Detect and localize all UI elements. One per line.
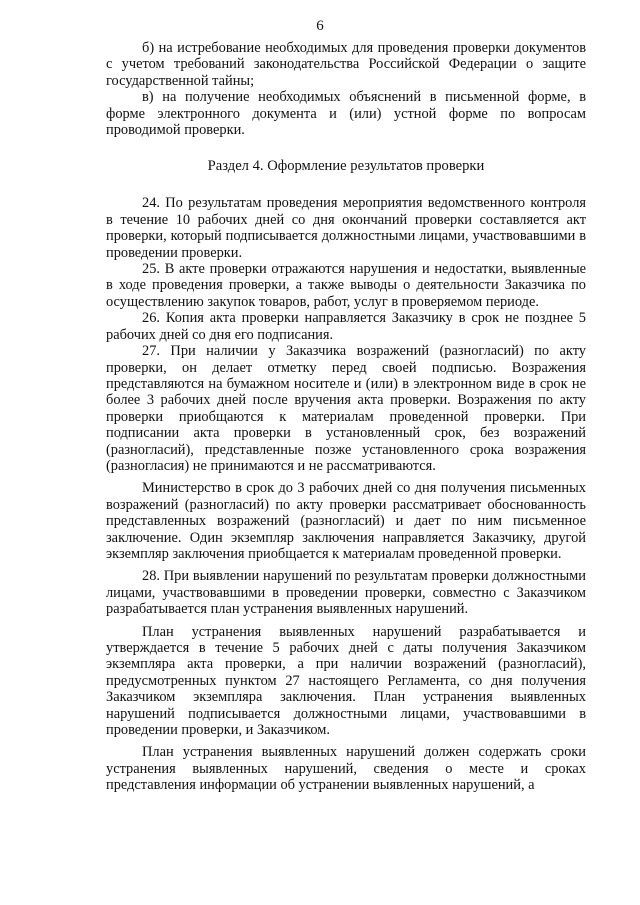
paragraph-plan-contents: План устранения выявленных нарушений должен содержать сроки устранения выявленных нарушений, сведения о месте и сроках представления информации об устранении выявленных нарушений, а bbox=[106, 744, 586, 794]
paragraph-28: 28. При выявлении нарушений по результатам проверки должностными лицами, участвовавшими в проведении проверки, совместно с Заказчиком разрабатывается план устранения выявленных нарушений. bbox=[106, 568, 586, 618]
paragraph-26: 26. Копия акта проверки направляется Заказчику в срок не позднее 5 рабочих дней со дня его подписания. bbox=[106, 310, 586, 343]
paragraph-item-v: в) на получение необходимых объяснений в письменной форме, в форме электронного документа и (или) устной форме по вопросам проводимой проверки. bbox=[106, 89, 586, 139]
paragraph-plan-development: План устранения выявленных нарушений разрабатывается и утверждается в течение 5 рабочих дней с даты получения Заказчиком экземпляра акта проверки, а при наличии возражений (разногласий), предусмотренных пунктом 27 настоящего Регламента, со дня получения Заказчиком экземпляра заключения. План устранения выявленных нарушений подписывается должностными лицами, участвовавшими в проведении проверки, и Заказчиком. bbox=[106, 623, 586, 739]
paragraph-27: 27. При наличии у Заказчика возражений (разногласий) по акту проверки, он делает отметку перед своей подписью. Возражения представляются на бумажном носителе и (или) в электронном виде в срок не более 3 рабочих дней после вручения акта проверки. Возражения по акту проверки приобщаются к материалам проведенной проверки. При подписании акта проверки в установленный срок, без возражений (разногласий), представленные позже установленного срока возражения (разногласия) не принимаются и не рассматриваются. bbox=[106, 343, 586, 474]
paragraph-item-b: б) на истребование необходимых для проведения проверки документов с учетом требований законодательства Российской Федерации о защите государственной тайны; bbox=[106, 40, 586, 89]
document-body bbox=[106, 40, 586, 794]
paragraph-25: 25. В акте проверки отражаются нарушения и недостатки, выявленные в ходе проведения проверки, а также выводы о деятельности Заказчика по осуществлению закупок товаров, работ, услуг в проверяемом периоде. bbox=[106, 261, 586, 310]
paragraph-24: 24. По результатам проведения мероприятия ведомственного контроля в течение 10 рабочих дней со дня окончаний проверки составляется акт проверки, который подписывается должностными лицами, участвовавшими в проведении проверки. bbox=[106, 195, 586, 261]
section-heading: Раздел 4. Оформление результатов проверки bbox=[207, 158, 485, 175]
page-number: 6 bbox=[316, 18, 324, 34]
paragraph-ministry: Министерство в срок до 3 рабочих дней со дня получения письменных возражений (разногласий) по акту проверки рассматривает обоснованность представленных возражений (разногласий) и дает по ним письменное заключение. Один экземпляр заключения направляется Заказчику, другой экземпляр заключения приобщается к материалам проведенной проверки. bbox=[106, 480, 586, 562]
